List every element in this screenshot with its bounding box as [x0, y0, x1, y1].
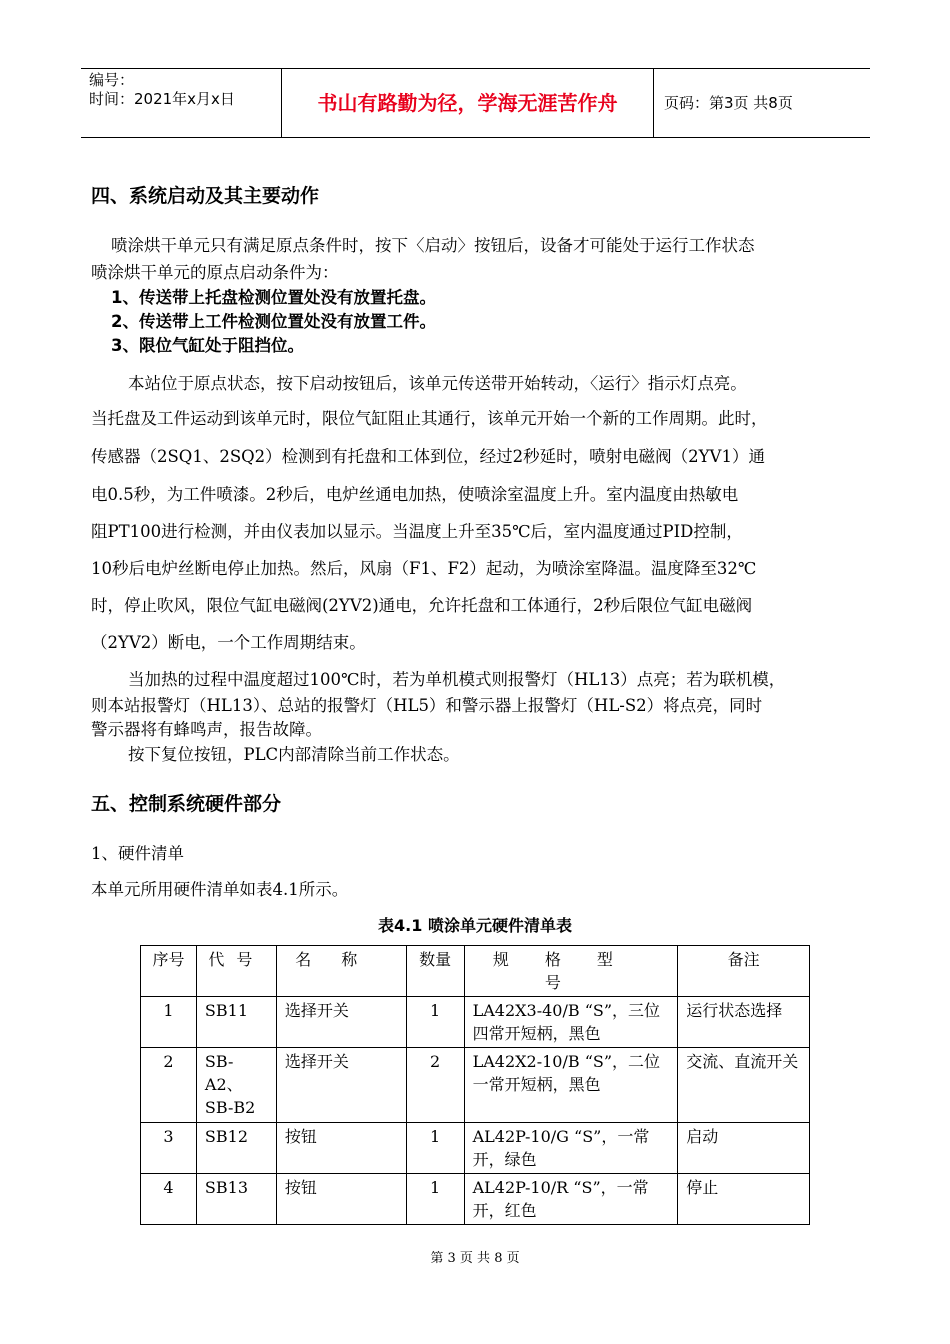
header-left [81, 69, 281, 139]
document-number: 编号： [89, 71, 135, 89]
hardware-subtitle: 1、硬件清单 [91, 844, 184, 863]
cell-code: SB12 [196, 1123, 276, 1174]
cell-spec: AL42P-10/R “S”，一常开，红色 [464, 1174, 678, 1225]
cell-name: 选择开关 [276, 997, 406, 1048]
table-header-row [141, 946, 810, 997]
cell-index: 4 [141, 1174, 197, 1225]
section5-title: 五、控制系统硬件部分 [91, 793, 282, 815]
cell-spec: AL42P-10/G “S”，一常开，绿色 [464, 1123, 678, 1174]
cell-remark: 停止 [678, 1174, 810, 1225]
table-row [141, 1174, 810, 1225]
intro-line-2: 喷涂烘干单元的原点启动条件为： [91, 263, 339, 282]
cell-qty: 2 [406, 1048, 464, 1123]
table-row [141, 997, 810, 1048]
page-header [81, 68, 870, 138]
document-date: 时间：2021年x月x日 [89, 90, 235, 108]
para1-line-3: 传感器（2SQ1、2SQ2）检测到有托盘和工体到位，经过2秒延时，喷射电磁阀（2YV1）通 [91, 447, 765, 466]
cell-remark: 启动 [678, 1123, 810, 1174]
intro-line-1: 喷涂烘干单元只有满足原点条件时，按下〈启动〉按钮后，设备才可能处于运行工作状态 [111, 236, 755, 255]
table-row [141, 1048, 810, 1123]
cell-name: 按钮 [276, 1174, 406, 1225]
header-qty: 数量 [406, 946, 464, 997]
table-row [141, 1123, 810, 1174]
reset-line: 按下复位按钮，PLC内部清除当前工作状态。 [128, 745, 460, 764]
cell-code: SB13 [196, 1174, 276, 1225]
para2-line-2: 则本站报警灯（HL13）、总站的报警灯（HL5）和警示器上报警灯（HL-S2）将点亮，同时 [91, 696, 763, 715]
para1-line-2: 当托盘及工件运动到该单元时，限位气缸阻止其通行，该单元开始一个新的工作周期。此时， [91, 409, 768, 428]
cell-qty: 1 [406, 1174, 464, 1225]
cell-code: SB-A2、SB-B2 [196, 1048, 276, 1123]
header-code: 代号 [196, 946, 276, 997]
cell-remark: 交流、直流开关 [678, 1048, 810, 1123]
para2-line-1: 当加热的过程中温度超过100℃时，若为单机模式则报警灯（HL13）点亮；若为联机模， [128, 670, 786, 689]
page-footer: 第 3 页 共 8 页 [430, 1251, 520, 1266]
condition-2: 2、传送带上工件检测位置处没有放置工件。 [111, 312, 436, 331]
cell-index: 1 [141, 997, 197, 1048]
hardware-table [140, 945, 810, 1225]
cell-name: 选择开关 [276, 1048, 406, 1123]
para2-line-3: 警示器将有蜂鸣声，报告故障。 [91, 720, 322, 739]
cell-remark: 运行状态选择 [678, 997, 810, 1048]
cell-spec: LA42X3-40/B “S”，三位四常开短柄，黑色 [464, 997, 678, 1048]
hardware-intro: 本单元所用硬件清单如表4.1所示。 [91, 880, 349, 899]
para1-line-7: 时，停止吹风，限位气缸电磁阀(2YV2)通电，允许托盘和工体通行，2秒后限位气缸电磁阀 [91, 596, 753, 615]
cell-spec: LA42X2-10/B “S”，二位一常开短柄，黑色 [464, 1048, 678, 1123]
condition-3: 3、限位气缸处于阻挡位。 [111, 336, 304, 355]
cell-name: 按钮 [276, 1123, 406, 1174]
cell-index: 3 [141, 1123, 197, 1174]
header-spec: 规格型号 [464, 946, 678, 997]
cell-qty: 1 [406, 1123, 464, 1174]
para1-line-8: （2YV2）断电，一个工作周期结束。 [91, 633, 366, 652]
para1-line-1: 本站位于原点状态，按下启动按钮后，该单元传送带开始转动，〈运行〉指示灯点亮。 [128, 374, 747, 393]
cell-qty: 1 [406, 997, 464, 1048]
header-index: 序号 [141, 946, 197, 997]
condition-1: 1、传送带上托盘检测位置处没有放置托盘。 [111, 288, 436, 307]
header-page: 页码：第3页 共8页 [664, 94, 793, 112]
cell-index: 2 [141, 1048, 197, 1123]
table-caption: 表4.1 喷涂单元硬件清单表 [378, 916, 572, 935]
header-motto: 书山有路勤为径，学海无涯苦作舟 [281, 69, 654, 137]
para1-line-5: 阻PT100进行检测，并由仪表加以显示。当温度上升至35℃后，室内温度通过PID控制， [91, 522, 743, 541]
para1-line-6: 10秒后电炉丝断电停止加热。然后，风扇（F1、F2）起动，为喷涂室降温。温度降至32℃ [91, 559, 757, 578]
header-name: 名称 [276, 946, 406, 997]
para1-line-4: 电0.5秒，为工件喷漆。2秒后，电炉丝通电加热，使喷涂室温度上升。室内温度由热敏电 [91, 485, 739, 504]
cell-code: SB11 [196, 997, 276, 1048]
section4-title: 四、系统启动及其主要动作 [91, 185, 320, 207]
header-remark: 备注 [678, 946, 810, 997]
